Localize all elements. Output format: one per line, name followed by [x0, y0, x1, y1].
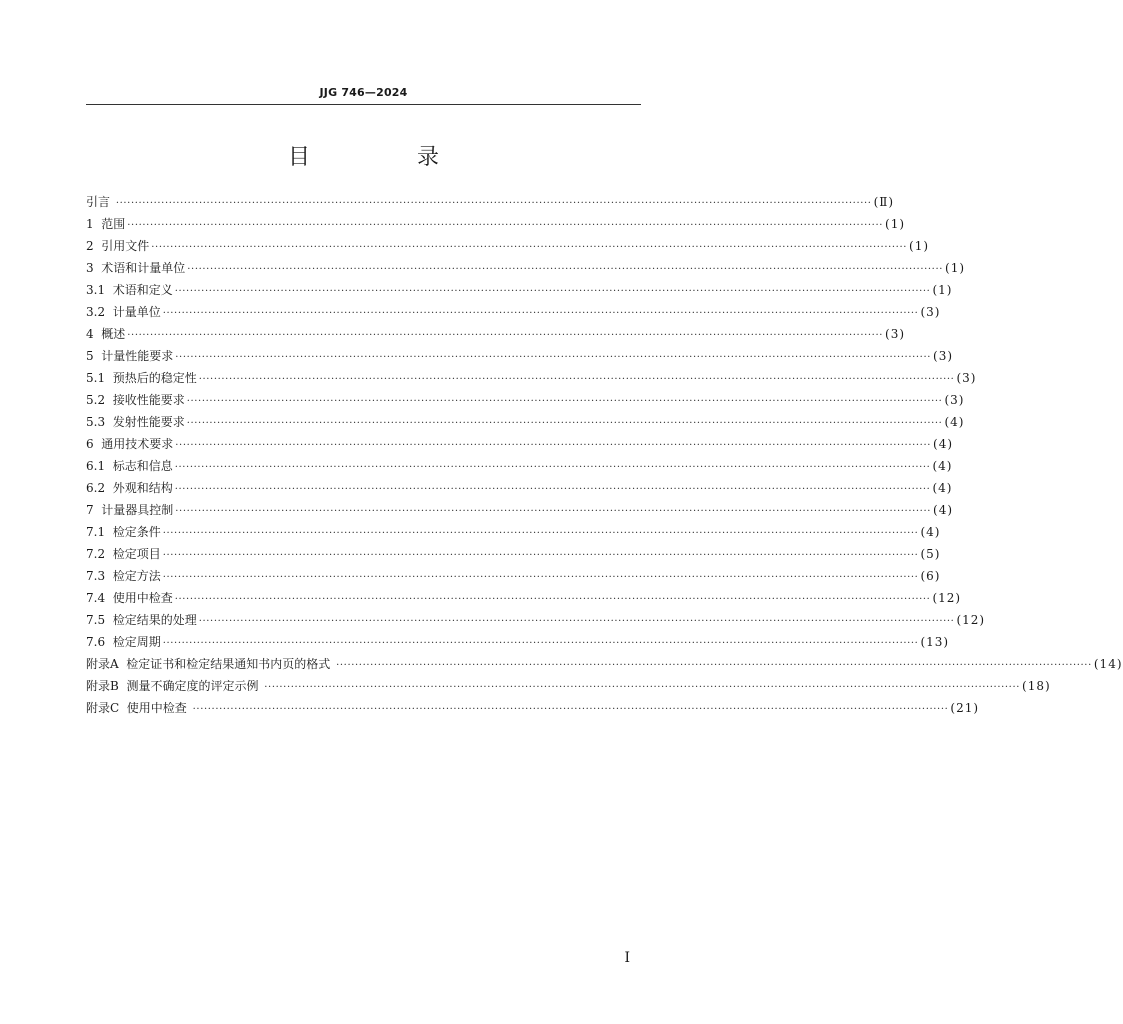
toc-entry-label: 3.2 计量单位	[86, 305, 161, 319]
toc-entry-label: 7.4 使用中检查	[86, 591, 173, 605]
dot-leader: ········································································································································································································	[187, 264, 944, 275]
toc-entry-page: (13)	[920, 635, 950, 649]
toc-entry[interactable]	[86, 521, 941, 543]
toc-entry[interactable]	[86, 675, 1051, 697]
toc-entry-label: 5.2 接收性能要求	[86, 393, 185, 407]
toc-entry-label: 3 术语和计量单位	[86, 261, 186, 275]
dot-leader: ········································································································································································································	[336, 660, 1092, 671]
toc-entry[interactable]	[86, 543, 941, 565]
toc-entry-label: 7.3 检定方法	[86, 569, 161, 583]
toc-entry-label: 4 概述	[86, 327, 126, 341]
dot-leader: ········································································································································································································	[175, 440, 932, 451]
dot-leader: ········································································································································································································	[174, 462, 931, 473]
toc-entry-label: 7.1 检定条件	[86, 525, 161, 539]
dot-leader: ········································································································································································································	[127, 330, 884, 341]
toc-entry[interactable]	[86, 697, 980, 719]
dot-leader: ········································································································································································································	[174, 286, 931, 297]
toc-entry-label: 附录C 使用中检查	[86, 701, 191, 715]
toc-entry-page: (3)	[944, 393, 965, 407]
dot-leader: ········································································································································································································	[162, 572, 919, 583]
toc-entry-label: 6.2 外观和结构	[86, 481, 173, 495]
toc-entry-label: 2 引用文件	[86, 239, 150, 253]
toc-entry[interactable]	[86, 301, 941, 323]
dot-leader: ········································································································································································································	[127, 220, 884, 231]
header-divider	[86, 104, 641, 105]
dot-leader: ········································································································································································································	[174, 484, 931, 495]
toc-entry[interactable]	[86, 323, 906, 345]
toc-entry-page: (4)	[933, 437, 954, 451]
toc-entry[interactable]	[86, 345, 954, 367]
toc-entry[interactable]	[86, 477, 953, 499]
toc-entry-page: (21)	[950, 701, 980, 715]
page-number: I	[624, 950, 630, 966]
toc-entry-label: 引言	[86, 195, 114, 209]
toc-entry[interactable]	[86, 631, 950, 653]
toc-entry-label: 附录B 测量不确定度的评定示例	[86, 679, 263, 693]
toc-entry-page: (3)	[956, 371, 977, 385]
dot-leader: ········································································································································································································	[151, 242, 908, 253]
toc-entry-page: (1)	[945, 261, 966, 275]
toc-entry-label: 5.3 发射性能要求	[86, 415, 185, 429]
toc-entry-label: 3.1 术语和定义	[86, 283, 173, 297]
toc-entry[interactable]	[86, 433, 954, 455]
toc-entry[interactable]	[86, 213, 906, 235]
toc-entry-label: 1 范围	[86, 217, 126, 231]
toc-entry-page: (1)	[932, 283, 953, 297]
toc-entry-page: (1)	[909, 239, 930, 253]
dot-leader: ········································································································································································································	[264, 682, 1021, 693]
toc-entry-page: (4)	[932, 459, 953, 473]
dot-leader: ········································································································································································································	[198, 616, 955, 627]
dot-leader: ········································································································································································································	[162, 550, 919, 561]
toc-entry[interactable]	[86, 389, 965, 411]
toc-entry[interactable]	[86, 455, 953, 477]
dot-leader: ········································································································································································································	[175, 352, 932, 363]
toc-entry-page: (12)	[956, 613, 986, 627]
dot-leader: ········································································································································································································	[198, 374, 955, 385]
dot-leader: ········································································································································································································	[162, 528, 919, 539]
toc-entry-page: (1)	[885, 217, 906, 231]
toc-entry-page: (5)	[920, 547, 941, 561]
toc-entry-label: 5.1 预热后的稳定性	[86, 371, 197, 385]
toc-entry[interactable]	[86, 191, 895, 213]
toc-entry-page: (18)	[1022, 679, 1051, 693]
toc-entry-label: 7.5 检定结果的处理	[86, 613, 197, 627]
toc-entry[interactable]	[86, 367, 977, 389]
toc-entry[interactable]	[86, 653, 1123, 675]
toc-entry[interactable]	[86, 279, 953, 301]
dot-leader: ········································································································································································································	[192, 704, 949, 715]
toc-entry-page: (12)	[932, 591, 962, 605]
toc-entry-label: 7.6 检定周期	[86, 635, 161, 649]
toc-entry-label: 7 计量器具控制	[86, 503, 174, 517]
toc-entry[interactable]	[86, 235, 930, 257]
dot-leader: ········································································································································································································	[162, 638, 919, 649]
toc-entry-page: (4)	[944, 415, 965, 429]
toc-entry-page: (3)	[885, 327, 906, 341]
toc-entry-page: (6)	[920, 569, 941, 583]
toc-entry-page: (4)	[932, 481, 953, 495]
toc-entry[interactable]	[86, 609, 986, 631]
toc-entry[interactable]	[86, 499, 954, 521]
toc-entry-label: 附录A 检定证书和检定结果通知书内页的格式	[86, 657, 335, 671]
toc-entry-page: (3)	[920, 305, 941, 319]
dot-leader: ········································································································································································································	[162, 308, 919, 319]
page-title: 目 录	[288, 145, 489, 170]
toc-entry-label: 5 计量性能要求	[86, 349, 174, 363]
toc-entry-page: (3)	[933, 349, 954, 363]
toc-entry-label: 7.2 检定项目	[86, 547, 161, 561]
dot-leader: ········································································································································································································	[174, 594, 931, 605]
table-of-contents	[86, 191, 1123, 719]
dot-leader: ········································································································································································································	[175, 506, 932, 517]
toc-entry-page: (Ⅱ)	[873, 195, 895, 209]
toc-entry[interactable]	[86, 411, 965, 433]
toc-entry[interactable]	[86, 257, 966, 279]
dot-leader: ········································································································································································································	[115, 198, 872, 209]
toc-entry-label: 6.1 标志和信息	[86, 459, 173, 473]
dot-leader: ········································································································································································································	[186, 396, 943, 407]
document-code-header: JJG 746—2024	[319, 86, 408, 99]
dot-leader: ········································································································································································································	[186, 418, 943, 429]
toc-entry[interactable]	[86, 565, 941, 587]
toc-entry-page: (14)	[1093, 657, 1123, 671]
toc-entry-label: 6 通用技术要求	[86, 437, 174, 451]
toc-entry[interactable]	[86, 587, 962, 609]
toc-entry-page: (4)	[920, 525, 941, 539]
toc-entry-page: (4)	[933, 503, 954, 517]
